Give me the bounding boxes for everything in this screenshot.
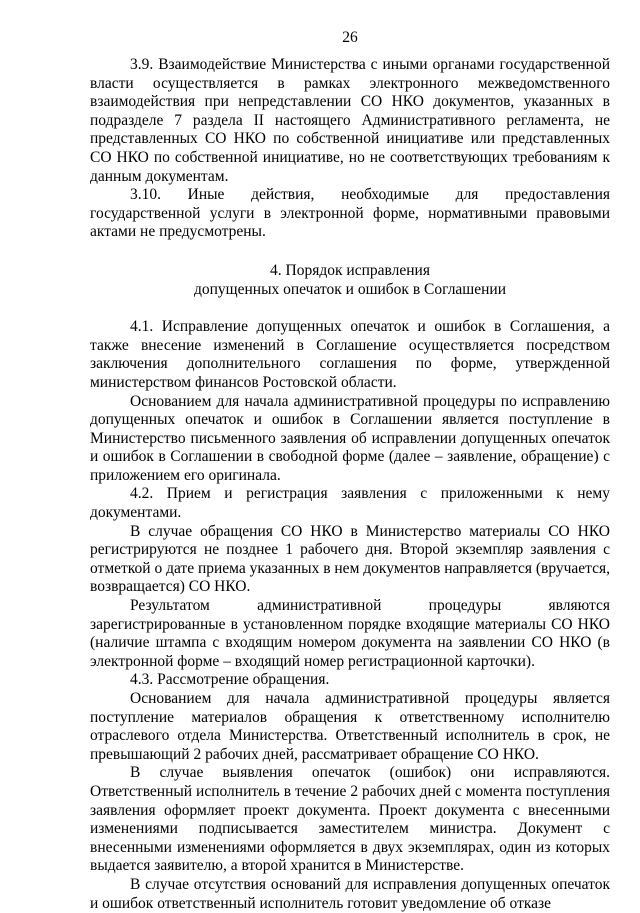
paragraph-3-10: 3.10. Иные действия, необходимые для предоставления государственной услуги в электронной форме, нормативными правовыми актами не предусмотрены.	[90, 186, 610, 241]
paragraph-3-9: 3.9. Взаимодействие Министерства с иными органами государственной власти осуществляется в рамках электронного межведомственного взаимодействия при непредставлении СО НКО документов, указанных в подразделе 7 раздела II настоящего Административного регламента, не представленных СО НКО по собственной инициативе или представленных СО НКО по собственной инициативе, но не соответствующих требованиям к данным документам.	[90, 56, 610, 185]
section-heading	[90, 262, 610, 299]
paragraph-review-basis: Основанием для начала административной процедуры является поступление материалов обращения к ответственному исполнителю отраслевого отдела Министерства. Ответственный исполнитель в срок, не превышающий 2 рабочих дней, рассматривает обращение СО НКО.	[90, 690, 610, 763]
paragraph-basis-correction: Основанием для начала административной процедуры по исправлению допущенных опечаток и ошибок в Соглашении является поступление в Министерство письменного заявления об исправлении допущенных опечаток и ошибок в Соглашении в свободной форме (далее – заявление, обращение) с приложением его оригинала.	[90, 392, 610, 484]
paragraph-registration: В случае обращения СО НКО в Министерство материалы СО НКО регистрируются не позднее 1 рабочего дня. Второй экземпляр заявления с отметкой о дате приема указанных в нем документов направляется (вручается, возвращается) СО НКО.	[90, 522, 611, 596]
page-number: 26	[342, 29, 358, 46]
document-page	[90, 28, 610, 913]
paragraph-registration-result: Результатом административной процедуры являются зарегистрированные в установленном порядке входящие материалы СО НКО (наличие штампа с входящим номером документа на заявлении СО НКО (в электронной форме – входящий номер регистрационной карточки).	[90, 597, 610, 670]
paragraph-4-2: 4.2. Прием и регистрация заявления с приложенными к нему документами.	[90, 485, 610, 522]
paragraph-no-grounds: В случае отсутствия оснований для исправления допущенных опечаток и ошибок ответственный исполнитель готовит уведомление об отказе	[90, 875, 610, 912]
section-heading-line-2: допущенных опечаток и ошибок в Соглашении	[193, 280, 507, 298]
paragraph-4-3: 4.3. Рассмотрение обращения.	[130, 671, 330, 689]
paragraph-4-1: 4.1. Исправление допущенных опечаток и ошибок в Соглашения, а также внесение изменений в Соглашение осуществляется посредством заключения дополнительного соглашения по форме, утвержденной министерством финансов Ростовской области.	[90, 318, 610, 391]
section-heading-line-1: 4. Порядок исправления	[270, 261, 430, 279]
paragraph-errors-found: В случае выявления опечаток (ошибок) они исправляются. Ответственный исполнитель в течение 2 рабочих дней с момента поступления заявления оформляет проект документа. Проект документа с внесенными изменениями подписывается заместителем министра. Документ с внесенными изменениями оформляется в двух экземплярах, один из которых выдается заявителю, а второй хранится в Министерстве.	[90, 764, 610, 875]
